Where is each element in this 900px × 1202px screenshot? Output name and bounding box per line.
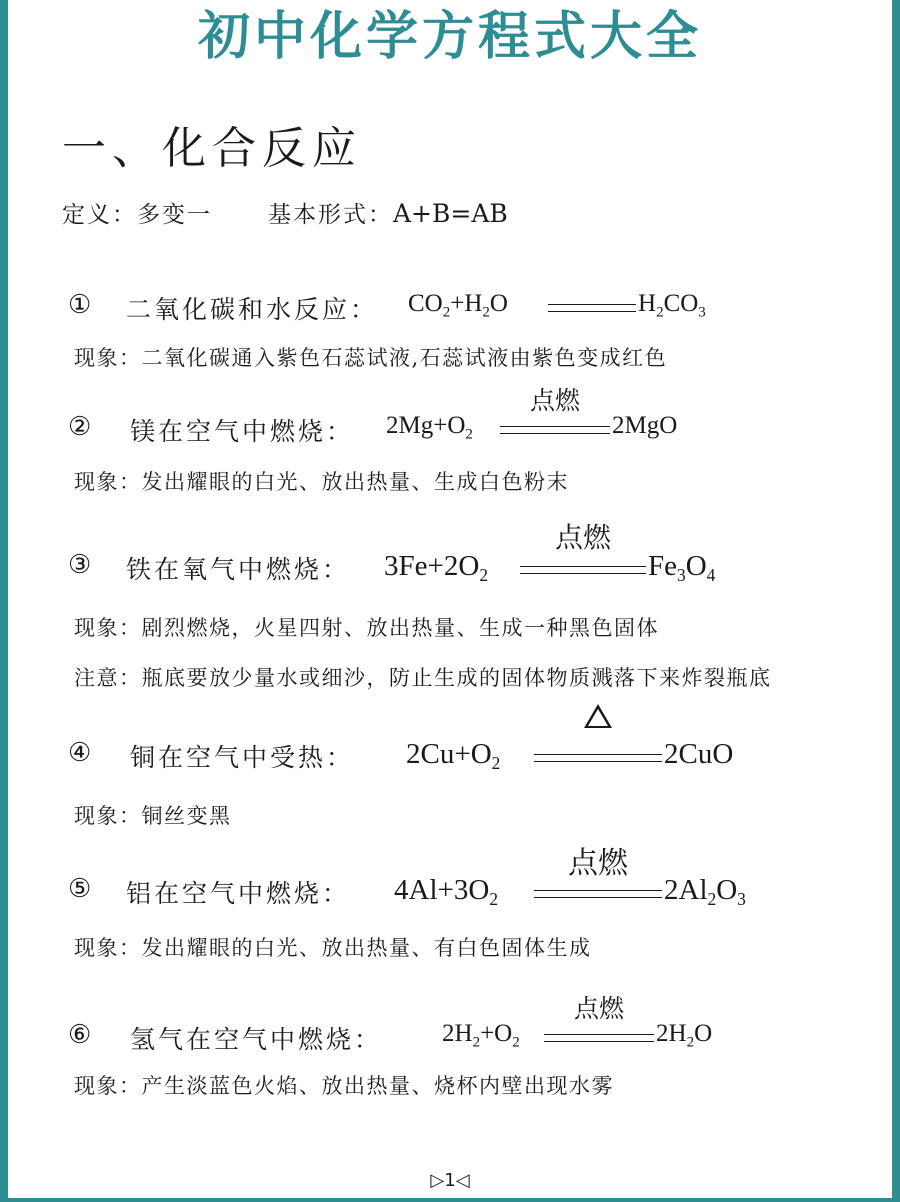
- reaction-number: ④: [68, 738, 92, 768]
- subscript: 2: [482, 304, 490, 321]
- subscript: 3: [677, 565, 686, 586]
- reaction-name: 铁在氧气中燃烧：: [126, 555, 351, 584]
- subscript: 2: [656, 304, 664, 321]
- reaction-condition: 点燃: [554, 521, 611, 554]
- reaction-number: ③: [68, 550, 92, 580]
- reaction-number: ⑤: [68, 874, 92, 904]
- subscript: 3: [698, 304, 706, 321]
- phenomenon-note: 现象：铜丝变黑: [74, 804, 232, 828]
- subscript: 2: [707, 889, 717, 910]
- form-formula: A+B=AB: [393, 199, 508, 228]
- equals-sign: [520, 566, 646, 574]
- subscript: 2: [479, 565, 489, 586]
- products: $H_2CO_3$: [638, 290, 706, 321]
- products: 2CuO: [664, 738, 734, 770]
- products: $2H_2O$: [656, 1020, 713, 1051]
- reaction-number: ①: [68, 290, 92, 320]
- equals-sign: [544, 1034, 654, 1042]
- subscript: 2: [442, 304, 451, 321]
- reaction-condition: 点燃: [529, 386, 580, 415]
- reactants: $4Al+3O_2$: [394, 874, 499, 910]
- heat-triangle-icon: [584, 704, 612, 728]
- equals-sign: [534, 890, 662, 898]
- reaction-name: 二氧化碳和水反应：: [126, 295, 379, 324]
- section-heading: 一、化合反应: [62, 123, 362, 174]
- phenomenon-note: 现象：产生淡蓝色火焰、放出热量、烧杯内壁出现水雾: [74, 1074, 614, 1098]
- equals-sign: [548, 304, 636, 312]
- reactants: $CO_2+H_2O$: [408, 290, 508, 321]
- reaction-3: [8, 521, 892, 590]
- reaction-name: 铝在空气中燃烧：: [126, 879, 351, 908]
- subscript: 2: [472, 1034, 481, 1051]
- page-number: ▷1◁: [430, 1170, 470, 1191]
- subscript: 2: [489, 889, 499, 910]
- phenomenon-note: 现象：发出耀眼的白光、放出热量、生成白色粉末: [74, 470, 569, 494]
- reactants: $3Fe+2O_2$: [384, 550, 489, 586]
- document-page: [8, 0, 892, 1202]
- reaction-condition: 点燃: [573, 994, 624, 1023]
- reaction-number: ②: [68, 412, 92, 442]
- caution-note: 注意：瓶底要放少量水或细沙，防止生成的固体物质溅落下来炸裂瓶底: [74, 666, 772, 690]
- subscript: 4: [706, 565, 716, 586]
- reaction-1: [8, 290, 892, 330]
- reaction-6: [8, 994, 892, 1060]
- reaction-2: [8, 386, 892, 452]
- reaction-condition: 点燃: [568, 846, 628, 881]
- phenomenon-note: 现象：发出耀眼的白光、放出热量、有白色固体生成: [74, 936, 592, 960]
- subscript: 2: [512, 1034, 520, 1051]
- reactants: $2Cu+O_2$: [406, 738, 501, 774]
- subscript: 2: [491, 753, 501, 774]
- subscript: 2: [686, 1034, 695, 1051]
- phenomenon-note: 现象：二氧化碳通入紫色石蕊试液,石蕊试液由紫色变成红色: [74, 346, 668, 370]
- form-label: 基本形式：: [268, 202, 393, 228]
- page-title: 初中化学方程式大全: [197, 7, 702, 67]
- reaction-name: 铜在空气中受热：: [130, 743, 355, 772]
- reaction-5: [8, 846, 892, 914]
- equals-sign: [500, 426, 610, 434]
- reactants: $2H_2+O_2$: [442, 1020, 520, 1051]
- reaction-number: ⑥: [68, 1020, 92, 1050]
- equals-sign: [534, 754, 662, 762]
- products: $Fe_3O_4$: [648, 550, 716, 586]
- reaction-name: 镁在空气中燃烧：: [130, 417, 355, 446]
- reaction-4: [8, 738, 892, 778]
- products: 2MgO: [612, 412, 678, 439]
- subscript: 2: [465, 426, 473, 443]
- definition-line: [62, 196, 508, 229]
- products: $2Al_2O_3$: [664, 874, 746, 910]
- subscript: 3: [737, 889, 746, 910]
- definition-label: 定义：多变一: [62, 202, 212, 228]
- reaction-name: 氢气在空气中燃烧：: [130, 1025, 383, 1054]
- reactants: $2Mg+O_2$: [386, 412, 473, 443]
- phenomenon-note: 现象：剧烈燃烧，火星四射、放出热量、生成一种黑色固体: [74, 616, 659, 640]
